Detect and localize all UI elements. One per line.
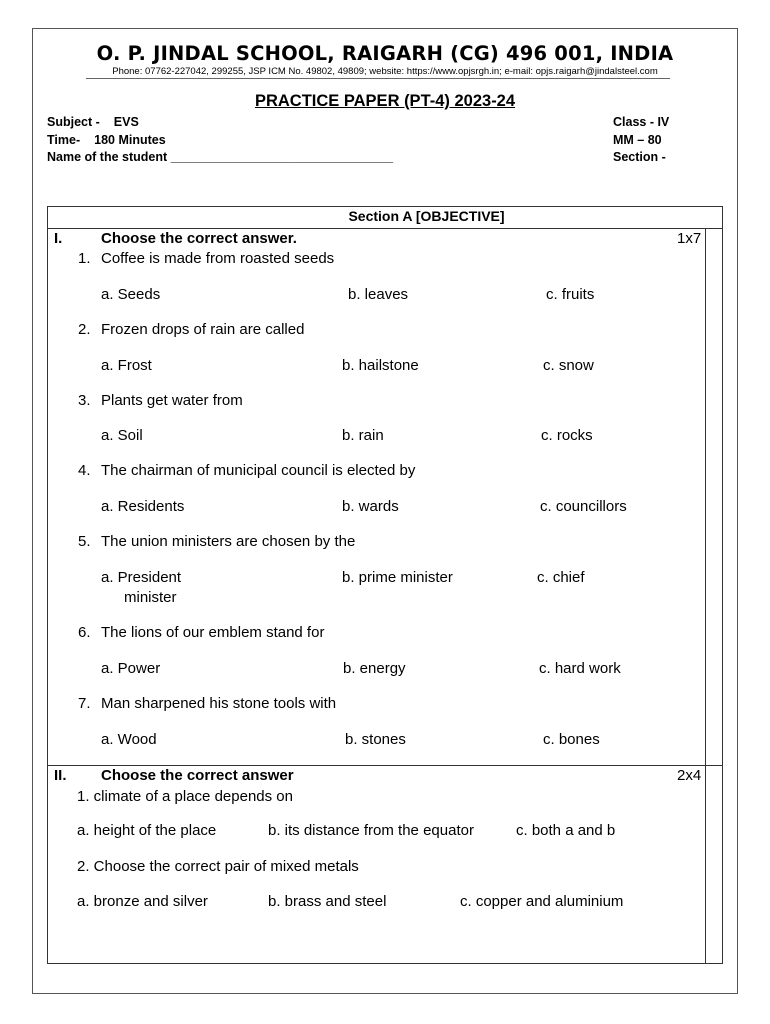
q1-item-number: 2. <box>78 321 91 338</box>
school-contact: Phone: 07762-227042, 299255, JSP ICM No. 49802, 49809; website: https://www.opjsrgh.in; e-mail: opjs.raigarh@jindalsteel.com <box>112 66 658 77</box>
q1-item-option-a: a. Soil <box>101 427 143 444</box>
q2-item-option-a: a. bronze and silver <box>77 893 208 910</box>
q2-marks: 2x4 <box>677 767 702 784</box>
school-name: O. P. JINDAL SCHOOL, RAIGARH (CG) 496 001, INDIA <box>96 42 674 65</box>
q1-item-number: 5. <box>78 533 91 550</box>
q1-item-question: Plants get water from <box>101 392 243 409</box>
q1-item-option-a: a. President <box>101 569 182 586</box>
q1-item-option-b: b. hailstone <box>342 357 419 374</box>
q2-number: II. <box>54 767 67 784</box>
q1-item-question: The lions of our emblem stand for <box>101 624 325 641</box>
q1-item-question: Man sharpened his stone tools with <box>101 695 337 712</box>
q2-item-option-c: c. copper and aluminium <box>460 893 624 910</box>
q1-item-option-a-continued: minister <box>124 589 177 606</box>
q1-item-number: 7. <box>78 695 91 712</box>
q1-item-option-c: c. councillors <box>540 498 627 515</box>
q1-item-option-b: b. energy <box>343 660 406 677</box>
subject-label: Subject - <box>47 115 100 129</box>
q1-item-option-b: b. stones <box>345 731 406 748</box>
q2-heading: Choose the correct answer <box>101 767 294 784</box>
section-label: Section - <box>613 150 666 164</box>
q1-item-option-b: b. wards <box>342 498 399 515</box>
section-a-title: Section A [OBJECTIVE] <box>348 208 505 224</box>
q1-item-option-a: a. Wood <box>101 731 157 748</box>
q1-item-option-a: a. Residents <box>101 498 185 515</box>
table-row-divider <box>47 765 723 766</box>
q2-item-question: 1. climate of a place depends on <box>77 788 293 805</box>
q1-item-option-c: c. bones <box>543 731 600 748</box>
time-line <box>47 133 166 147</box>
q1-item-option-c: c. rocks <box>541 427 593 444</box>
q1-item-number: 4. <box>78 462 91 479</box>
q2-item-option-b: b. its distance from the equator <box>268 822 474 839</box>
q1-item-question: The chairman of municipal council is elected by <box>101 462 416 479</box>
q1-item-option-c: c. fruits <box>546 286 595 303</box>
class-label: Class - IV <box>613 115 670 129</box>
q1-item-number: 6. <box>78 624 91 641</box>
q1-item-question: Coffee is made from roasted seeds <box>101 250 335 267</box>
max-marks-label: MM – 80 <box>613 133 662 147</box>
q1-item-option-c: c. snow <box>543 357 594 374</box>
q1-heading: Choose the correct answer. <box>101 230 297 247</box>
q1-item-option-b: b. leaves <box>348 286 409 303</box>
table-header-divider <box>47 228 723 229</box>
subject-value: EVS <box>113 115 139 129</box>
q1-item-option-a: a. Frost <box>101 357 152 374</box>
q1-item-number: 3. <box>78 392 91 409</box>
time-value: 180 Minutes <box>94 133 166 147</box>
student-name-line: Name of the student ________________________________ <box>47 150 394 164</box>
q2-item-option-b: b. brass and steel <box>268 893 387 910</box>
q1-item-number: 1. <box>78 250 91 267</box>
q1-number: I. <box>54 230 63 247</box>
q1-marks: 1x7 <box>677 230 702 247</box>
q1-item-option-c: c. hard work <box>539 660 621 677</box>
q2-item-question: 2. Choose the correct pair of mixed metals <box>77 858 359 875</box>
q1-item-question: Frozen drops of rain are called <box>101 321 305 338</box>
q1-item-question: The union ministers are chosen by the <box>101 533 356 550</box>
q2-item-option-a: a. height of the place <box>77 822 217 839</box>
q1-item-option-b: b. prime minister <box>342 569 453 586</box>
time-label: Time- <box>47 133 81 147</box>
q1-item-option-c: c. chief <box>537 569 585 586</box>
q2-item-option-c: c. both a and b <box>516 822 616 839</box>
subject-line <box>47 115 139 129</box>
header-divider <box>86 78 670 79</box>
marks-column-divider <box>705 228 706 964</box>
paper-title: PRACTICE PAPER (PT-4) 2023-24 <box>254 92 516 110</box>
q1-item-option-a: a. Power <box>101 660 161 677</box>
q1-item-option-a: a. Seeds <box>101 286 161 303</box>
q1-item-option-b: b. rain <box>342 427 384 444</box>
